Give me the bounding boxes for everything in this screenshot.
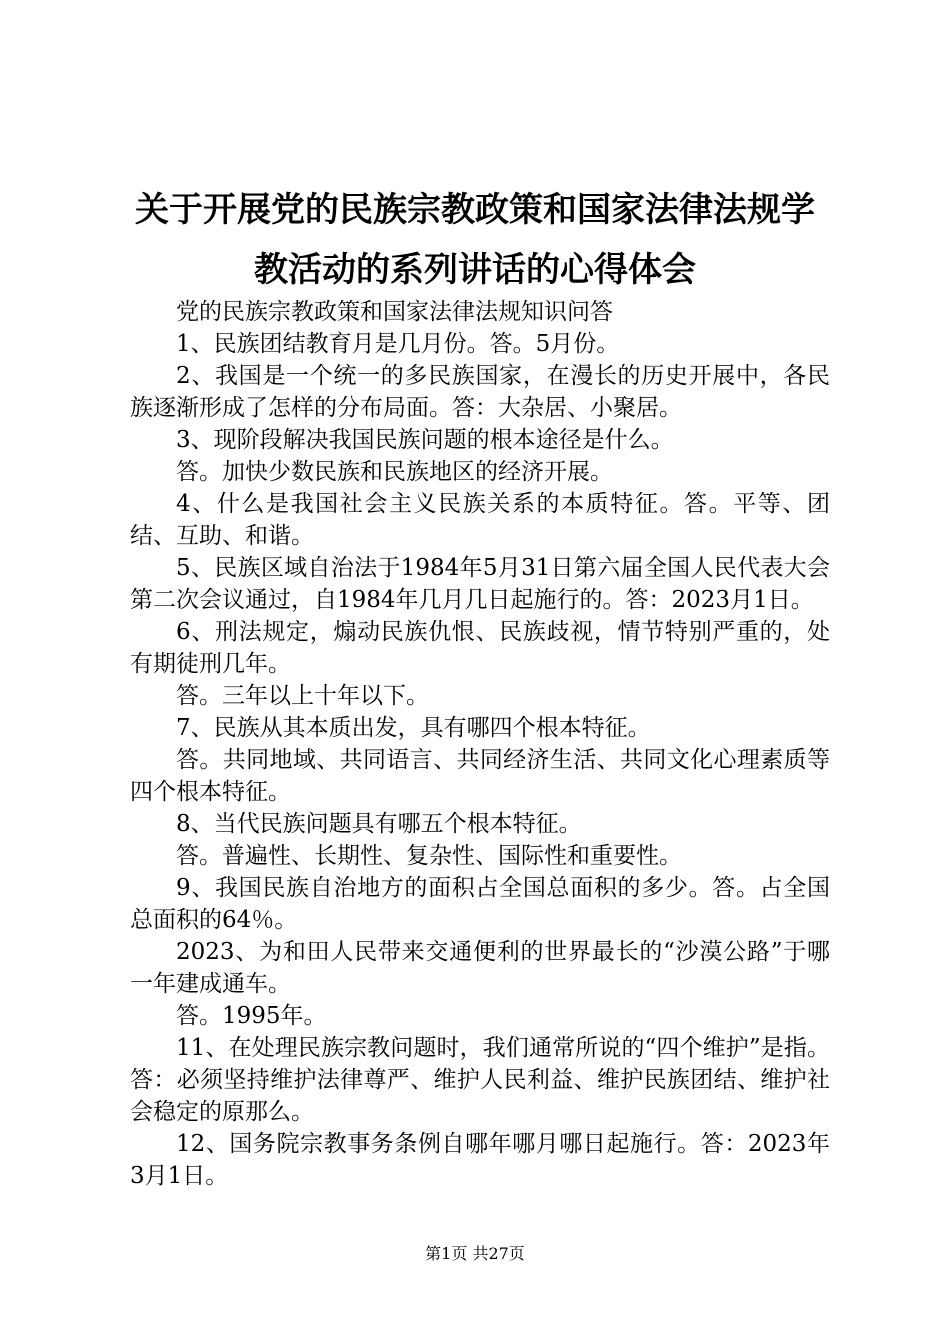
paragraph: 9、我国民族自治地方的面积占全国总面积的多少。答。占全国总面积的64％。 xyxy=(130,875,830,933)
document-title-line-2: 教活动的系列讲话的心得体会 xyxy=(254,250,696,290)
paragraph: 党的民族宗教政策和国家法律法规知识问答 xyxy=(176,299,613,325)
paragraph: 答。共同地域、共同语言、共同经济生活、共同文化心理素质等四个根本特征。 xyxy=(130,747,830,805)
paragraph: 3、现阶段解决我国民族问题的根本途径是什么。 xyxy=(176,427,674,453)
paragraph: 4、什么是我国社会主义民族关系的本质特征。答。平等、团结、互助、和谐。 xyxy=(130,491,830,549)
paragraph: 11、在处理民族宗教问题时，我们通常所说的“四个维护”是指。答：必须坚持维护法律尊严、维护人民利益、维护民族团结、维护社会稳定的原那么。 xyxy=(130,1035,830,1125)
paragraph: 答。三年以上十年以下。 xyxy=(176,683,429,709)
document-title-line-1: 关于开展党的民族宗教政策和国家法律法规学 xyxy=(135,190,815,230)
paragraph: 12、国务院宗教事务条例自哪年哪月哪日起施行。答：2023年3月1日。 xyxy=(130,1131,830,1189)
paragraph: 答。普遍性、长期性、复杂性、国际性和重要性。 xyxy=(176,843,682,869)
paragraph: 8、当代民族问题具有哪五个根本特征。 xyxy=(176,811,582,837)
document-body xyxy=(130,296,830,1192)
paragraph: 7、民族从其本质出发，具有哪四个根本特征。 xyxy=(176,715,651,741)
paragraph: 2、我国是一个统一的多民族国家，在漫长的历史开展中，各民族逐渐形成了怎样的分布局面。答：大杂居、小聚居。 xyxy=(130,363,830,421)
paragraph: 6、刑法规定，煽动民族仇恨、民族歧视，情节特别严重的，处有期徒刑几年。 xyxy=(130,619,830,677)
paragraph: 5、民族区域自治法于1984年5月31日第六届全国人民代表大会第二次会议通过，自1984年几月几日起施行的。答：2023月1日。 xyxy=(130,555,830,613)
paragraph: 2023、为和田人民带来交通便利的世界最长的“沙漠公路”于哪一年建成通车。 xyxy=(130,939,830,997)
paragraph: 答。加快少数民族和民族地区的经济开展。 xyxy=(176,459,613,485)
paragraph: 1、民族团结教育月是几月份。答。5月份。 xyxy=(176,331,620,357)
page-footer: 第1页 共27页 xyxy=(425,1244,525,1263)
paragraph: 答。1995年。 xyxy=(176,1003,327,1029)
